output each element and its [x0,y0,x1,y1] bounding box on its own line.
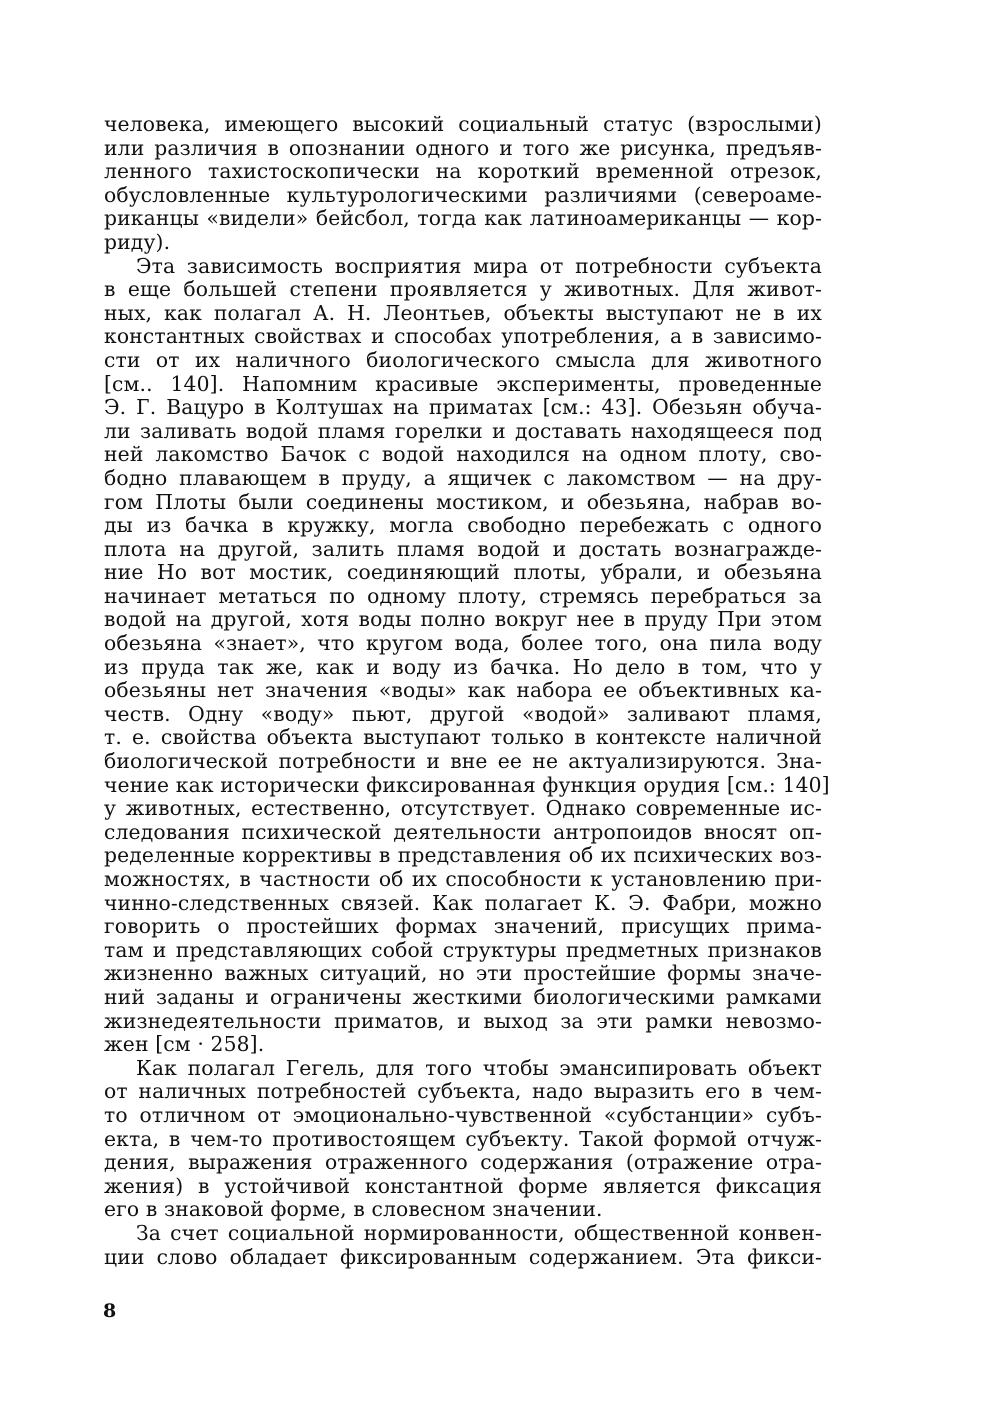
text-line: дения, выражения отраженного содержания (отражение отра- [104,1150,822,1175]
text-line: обезьяны нет значения «воды» как набора ее объективных ка- [104,678,822,703]
text-line: жения) в устойчивой константной форме является фиксация [104,1173,822,1198]
text-line: риканцы «видели» бейсбол, тогда как латиноамериканцы — кор- [104,206,822,231]
text-line: у животных, естественно, отсутствует. Однако современные ис- [104,796,822,821]
text-line: его в знаковой форме, в словесном значении. [104,1197,603,1222]
text-line: ды из бачка в кружку, могла свободно перебежать с одного [104,513,822,538]
text-line: бодно плавающем в пруду, а ящичек с лакомством — на дру- [104,465,822,490]
text-line: т. е. свойства объекта выступают только в контексте наличной [104,725,822,750]
text-line: водой на другой, хотя воды полно вокруг нее в пруду При этом [104,607,822,632]
text-line: ли заливать водой пламя горелки и доставать находящееся под [104,418,822,443]
text-line: или различия в опознании одного и того же рисунка, предъяв- [104,135,822,160]
text-line: гом Плоты были соединены мостиком, и обезьяна, набрав во- [104,489,822,514]
body-text [104,112,830,1269]
text-line: Как полагал Гегель, для того чтобы эмансипировать объект [136,1055,822,1080]
text-line: следования психической деятельности антропоидов вносят оп- [104,819,822,844]
text-line: ределенные коррективы в представления об их психических воз- [104,843,822,868]
text-line: говорить о простейших формах значений, присущих прима- [104,914,822,939]
text-line: екта, в чем-то противостоящем субъекту. Такой формой отчуж- [104,1126,822,1151]
text-line: ции слово обладает фиксированным содержанием. Эта фикси- [104,1244,822,1269]
text-line: ленного тахистоскопически на короткий временной отрезок, [104,159,822,184]
text-line: человека, имеющего высокий социальный статус (взрослыми) [104,112,822,136]
text-line: ние Но вот мостик, соединяющий плоты, убрали, и обезьяна [104,560,822,585]
text-line: ней лакомство Бачок с водой находился на одном плоту, сво- [104,442,822,467]
text-line: константных свойствах и способах употребления, а в зависимо- [104,324,822,349]
text-line: обезьяна «знает», что кругом вода, более того, она пила воду [104,631,822,656]
text-line: Эта зависимость восприятия мира от потребности субъекта [136,253,822,278]
text-line: За счет социальной нормированности, общественной конвен- [136,1220,822,1245]
text-line: начинает метаться по одному плоту, стремясь перебраться за [104,583,822,608]
text-line: от наличных потребностей субъекта, надо выразить его в чем- [104,1079,822,1104]
text-line: сти от их наличного биологического смысла для животного [104,347,822,372]
text-line: биологической потребности и вне ее не актуализируются. Зна- [104,749,822,774]
text-line: там и представляющих собой структуры предметных признаков [104,937,822,962]
text-line: то отличном от эмоционально-чувственной «субстанции» субъ- [104,1102,822,1127]
text-line: жизнедеятельности приматов, и выход за эти рамки невозмо- [104,1008,822,1033]
text-line: в еще большей степени проявляется у животных. Для живот- [104,277,822,302]
text-line: жизненно важных ситуаций, но эти простейшие формы значе- [104,961,822,986]
text-line: чинно-следственных связей. Как полагает К. Э. Фабри, можно [104,890,822,915]
text-line: Э. Г. Вацуро в Колтушах на приматах [см.: 43]. Обезьян обуча- [104,395,822,420]
text-line: честв. Одну «воду» пьют, другой «водой» заливают пламя, [104,701,822,726]
page-number: 8 [103,1300,117,1322]
text-line: жен [см · 258]. [104,1032,265,1057]
text-line: плота на другой, залить пламя водой и достать вознагражде- [104,536,822,561]
text-line: ний заданы и ограничены жесткими биологическими рамками [104,984,822,1009]
text-line: риду). [104,229,171,254]
text-line: из пруда так же, как и воду из бачка. Но дело в том, что у [104,654,822,679]
text-line: чение как исторически фиксированная функция орудия [см.: 140] [104,772,830,797]
text-line: обусловленные культурологическими различиями (североаме- [104,182,822,207]
text-line: можностях, в частности об их способности к установлению при- [104,867,822,891]
text-line: ных, как полагал А. Н. Леонтьев, объекты выступают не в их [104,300,822,325]
text-line: [см.. 140]. Напомним красивые эксперименты, проведенные [104,371,822,396]
